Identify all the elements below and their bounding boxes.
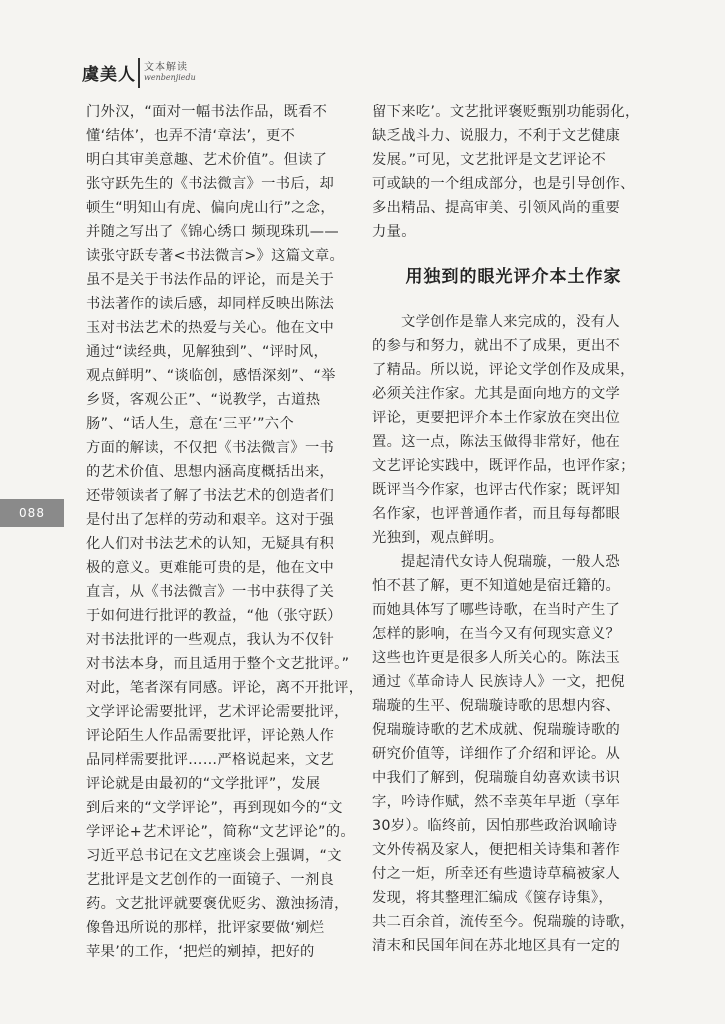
text-line: 习近平总书记在文艺座谈会上强调，“文 [86,848,342,864]
text-line: 通过“读经典，见解独到”、“评时风， [86,344,329,360]
paragraph-2 [372,310,655,550]
text-line: 字，吟诗作赋，然不幸英年早逝（享年 [372,794,621,810]
text-line: 既评当今作家，也评古代作家；既评知 [372,482,621,498]
text-line: 学评论+艺术评论”，简称“文艺评论”的。 [86,824,355,840]
text-line: 直言，从《书法微言》一书中获得了关 [86,584,335,600]
text-line: 顿生“明知山有虎、偏向虎山行”之念， [86,200,335,216]
text-line: 方面的解读，不仅把《书法微言》一书 [86,440,335,456]
text-line: 通过《革命诗人 民族诗人》一文，把倪 [372,674,625,690]
text-line: 药。文艺批评就要褒优贬劣、激浊扬清， [86,896,349,912]
text-line: 清末和民国年间在苏北地区具有一定的 [372,938,621,954]
text-line: 还带领读者了解了书法艺术的创造者们 [86,488,335,504]
text-line: 怕不甚了解，更不知道她是宿迁籍的。 [372,578,621,594]
column-name-en: wenbenjiedu [144,73,196,82]
section-gap [372,244,655,256]
text-line: 缺乏战斗力、说服力，不利于文艺健康 [372,128,621,144]
text-line: 苹果’的工作，‘把烂的剜掉，把好的 [86,944,315,960]
text-line: 文学评论需要批评，艺术评论需要批评， [86,704,349,720]
left-column [86,100,369,964]
text-line: 光独到，观点鲜明。 [372,530,504,546]
text-line: 化人们对书法艺术的认知，无疑具有积 [86,536,335,552]
text-line: 发展。”可见，文艺批评是文艺评论不 [372,152,607,168]
text-line: 极的意义。更难能可贵的是，他在文中 [86,560,335,576]
text-line: 读张守跃专著<书法微言>》这篇文章。 [86,248,345,264]
text-line: 于如何进行批评的教益，“他（张守跃） [86,608,342,624]
text-line: 明白其审美意趣、艺术价值”。但读了 [86,152,328,168]
text-line: 名作家，也评普通作者，而且每每都眼 [372,506,621,522]
text-line: 对书法批评的一些观点，我认为不仅针 [86,632,335,648]
text-line: 的参与和努力，就出不了成果，更出不 [372,338,621,354]
text-line: 品同样需要批评……严格说起来，文艺 [86,752,335,768]
section-gap [372,298,655,310]
text-line: 力量。 [372,224,416,240]
text-line: 评论就是由最初的“文学批评”，发展 [86,776,321,792]
text-line: 发现，将其整理汇编成《箧存诗集》， [372,890,613,906]
paragraph-3 [372,550,655,958]
column-name-cn: 文本解读 [144,62,188,73]
text-line: 评论陌生人作品需要批评，评论熟人作 [86,728,335,744]
text-line: 提起清代女诗人倪瑞璇，一般人恐 [401,554,620,570]
text-line: 多出精品、提高审美、引领风尚的重要 [372,200,621,216]
text-line: 艺批评是文艺创作的一面镜子、一剂良 [86,872,335,888]
text-line: 的艺术价值、思想内涵高度概括出来， [86,464,335,480]
text-line: 共二百余首，流传至今。倪瑞璇的诗歌， [372,914,635,930]
right-column [372,100,655,958]
text-line: 30岁）。临终前，因怕那些政治讽喻诗 [372,818,618,834]
section-title: 用独到的眼光评介本土作家 [405,267,622,287]
text-line: 而她具体写了哪些诗歌，在当时产生了 [372,602,621,618]
magazine-brand: 虞美人 [82,65,136,85]
text-line: 倪瑞璇诗歌的艺术成就、倪瑞璇诗歌的 [372,722,621,738]
text-line: 研究价值等，详细作了介绍和评论。从 [372,746,621,762]
text-line: 乡贤，客观公正”、“说教学，古道热 [86,392,321,408]
text-line: 对此，笔者深有同感。评论，离不开批评， [86,680,364,696]
text-line: 观点鲜明”、“谈临创，感悟深刻”、“举 [86,368,336,384]
text-line: 了精品。所以说，评论文学创作及成果， [372,362,635,378]
text-line: 这些也许更是很多人所关心的。陈法玉 [372,650,621,666]
text-line: 肠”、“话人生，意在‘三平’”六个 [86,416,294,432]
text-line: 文学创作是靠人来完成的，没有人 [401,314,620,330]
text-line: 付之一炬，所幸还有些遗诗草稿被家人 [372,866,621,882]
text-line: 留下来吃’。文艺批评褒贬甄别功能弱化， [372,104,640,120]
text-line: 瑞璇的生平、倪瑞璇诗歌的思想内容、 [372,698,621,714]
text-line: 评论，更要把评介本土作家放在突出位 [372,410,621,426]
paragraph-1 [372,100,655,244]
text-line: 书法著作的读后感，却同样反映出陈法 [86,296,335,312]
text-line: 玉对书法艺术的热爱与关心。他在文中 [86,320,335,336]
text-line: 中我们了解到，倪瑞璇自幼喜欢读书识 [372,770,621,786]
text-line: 可或缺的一个组成部分，也是引导创作、 [372,176,635,192]
text-line: 到后来的“文学评论”，再到现如今的“文 [86,800,343,816]
text-line: 文艺评论实践中，既评作品，也评作家； [372,458,635,474]
text-line: 像鲁迅所说的那样，批评家要做‘剜烂 [86,920,325,936]
page-number: 088 [0,499,64,527]
running-header [82,50,242,90]
header-divider [138,58,140,88]
text-line: 懂‘结体’，也弄不清‘章法’，更不 [86,128,296,144]
text-line: 张守跃先生的《书法微言》一书后，却 [86,176,335,192]
text-line: 虽不是关于书法作品的评论，而是关于 [86,272,335,288]
text-line: 怎样的影响，在当今又有何现实意义？ [372,626,621,642]
text-line: 并随之写出了《锦心绣口 频现珠玑—— [86,224,339,240]
text-line: 是付出了怎样的劳动和艰辛。这对于强 [86,512,335,528]
text-line: 门外汉，“面对一幅书法作品，既看不 [86,104,328,120]
text-line: 置。这一点，陈法玉做得非常好，他在 [372,434,621,450]
text-line: 文外传祸及家人，便把相关诗集和著作 [372,842,621,858]
text-line: 对书法本身，而且适用于整个文艺批评。” [86,656,350,672]
text-line: 必须关注作家。尤其是面向地方的文学 [372,386,621,402]
